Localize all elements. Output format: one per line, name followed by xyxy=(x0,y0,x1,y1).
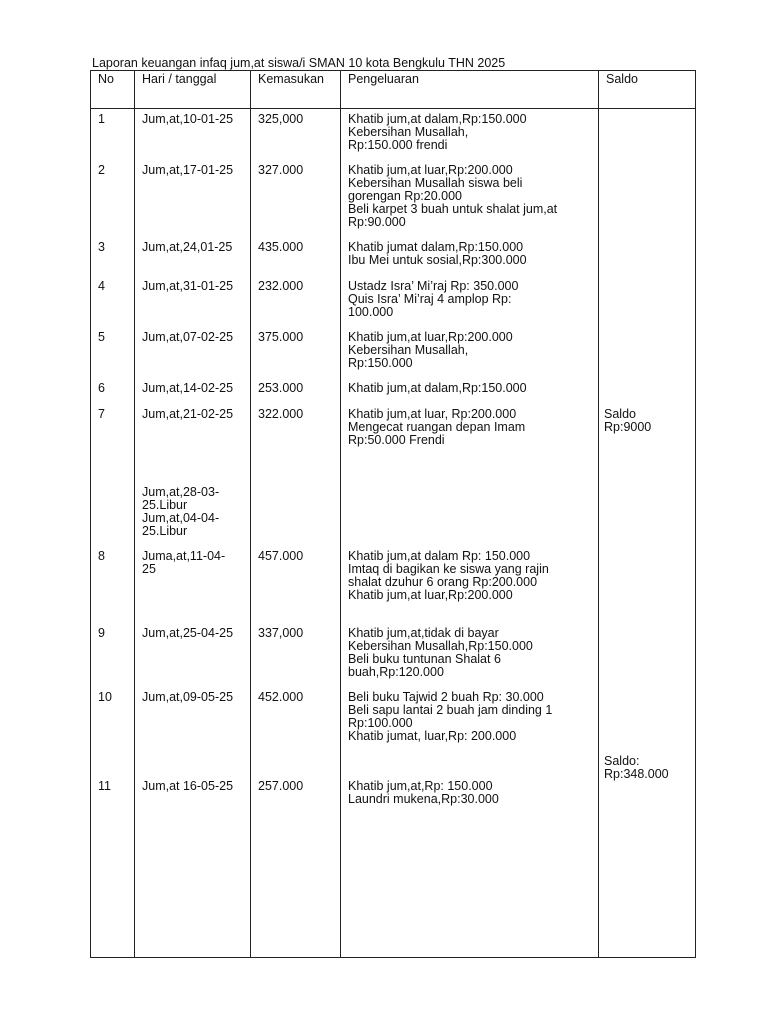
row-expense-line: Khatib jum,at dalam,Rp:150.000 xyxy=(348,112,527,126)
row-number: 5 xyxy=(98,330,105,344)
row-number: 3 xyxy=(98,240,105,254)
row-income: 257.000 xyxy=(258,779,304,793)
row-income: 375.000 xyxy=(258,330,304,344)
row-expense-line: Kebersihan Musallah siswa beli xyxy=(348,176,523,190)
row-income: 327.000 xyxy=(258,163,304,177)
row-expense-line: Khatib jum,at,tidak di bayar xyxy=(348,626,499,640)
row-expense-line: Khatib jum,at luar,Rp:200.000 xyxy=(348,163,513,177)
row-date: Jum,at,24,01-25 xyxy=(142,240,233,254)
row-expense-line: Imtaq di bagikan ke siswa yang rajin xyxy=(348,562,549,576)
row-date: Jum,at,31-01-25 xyxy=(142,279,234,293)
row-number: 9 xyxy=(98,626,105,640)
row-date: 25.Libur xyxy=(142,498,188,512)
saldo-note: Saldo xyxy=(604,407,636,421)
row-income: 325,000 xyxy=(258,112,304,126)
row-expense-line: gorengan Rp:20.000 xyxy=(348,189,462,203)
row-date: Jum,at,21-02-25 xyxy=(142,407,234,421)
row-expense-line: Quis Isra’ Mi’raj 4 amplop Rp: xyxy=(348,292,512,306)
row-number: 1 xyxy=(98,112,105,126)
row-expense-line: Beli karpet 3 buah untuk shalat jum,at xyxy=(348,202,558,216)
row-expense-line: Khatib jum,at,Rp: 150.000 xyxy=(348,779,493,793)
row-income: 232.000 xyxy=(258,279,304,293)
row-expense-line: Beli buku tuntunan Shalat 6 xyxy=(348,652,501,666)
row-date: Jum,at,17-01-25 xyxy=(142,163,234,177)
row-expense-line: Khatib jum,at luar,Rp:200.000 xyxy=(348,588,513,602)
header-expense: Pengeluaran xyxy=(341,71,599,109)
row-number: 8 xyxy=(98,549,105,563)
row-number: 4 xyxy=(98,279,105,293)
table-header-row xyxy=(91,71,696,109)
header-income: Kemasukan xyxy=(251,71,341,109)
row-expense-line: Khatib jum,at dalam Rp: 150.000 xyxy=(348,549,531,563)
row-expense-line: Mengecat ruangan depan Imam xyxy=(348,420,526,434)
row-expense-line: Rp:90.000 xyxy=(348,215,406,229)
header-no: No xyxy=(91,71,135,109)
row-income: 452.000 xyxy=(258,690,304,704)
row-number: 7 xyxy=(98,407,105,421)
row-date: Juma,at,11-04- xyxy=(142,549,226,563)
row-expense-line: Rp:50.000 Frendi xyxy=(348,433,445,447)
row-expense-line: Ustadz Isra’ Mi’raj Rp: 350.000 xyxy=(348,279,519,293)
row-expense-line: 100.000 xyxy=(348,305,394,319)
row-income: 457.000 xyxy=(258,549,304,563)
row-date: Jum,at,09-05-25 xyxy=(142,690,234,704)
row-expense-line: buah,Rp:120.000 xyxy=(348,665,444,679)
row-expense-line: shalat dzuhur 6 orang Rp:200.000 xyxy=(348,575,538,589)
income-column xyxy=(251,109,341,958)
row-expense-line: Khatib jumat, luar,Rp: 200.000 xyxy=(348,729,517,743)
date-column xyxy=(135,109,251,958)
expense-column xyxy=(341,109,599,958)
row-expense-line: Khatib jum,at luar,Rp:200.000 xyxy=(348,330,513,344)
row-income: 322.000 xyxy=(258,407,304,421)
row-income: 435.000 xyxy=(258,240,304,254)
row-date: Jum,at 16-05-25 xyxy=(142,779,234,793)
row-date: Jum,at,10-01-25 xyxy=(142,112,234,126)
row-expense-line: Kebersihan Musallah, xyxy=(348,343,469,357)
row-expense-line: Khatib jumat dalam,Rp:150.000 xyxy=(348,240,524,254)
row-expense-line: Rp:150.000 xyxy=(348,356,413,370)
row-date: 25.Libur xyxy=(142,524,188,538)
row-expense-line: Rp:150.000 frendi xyxy=(348,138,448,152)
saldo-note: Saldo: xyxy=(604,754,640,768)
row-expense-line: Beli buku Tajwid 2 buah Rp: 30.000 xyxy=(348,690,544,704)
report-title: Laporan keuangan infaq jum,at siswa/i SMAN 10 kota Bengkulu THN 2025 xyxy=(92,56,506,70)
financial-report-table xyxy=(90,70,696,958)
row-income: 253.000 xyxy=(258,381,304,395)
header-saldo: Saldo xyxy=(599,71,696,109)
row-date: 25 xyxy=(142,562,156,576)
row-expense-line: Khatib jum,at luar, Rp:200.000 xyxy=(348,407,517,421)
row-expense-line: Kebersihan Musallah,Rp:150.000 xyxy=(348,639,533,653)
row-date: Jum,at,28-03- xyxy=(142,485,220,499)
row-date: Jum,at,25-04-25 xyxy=(142,626,234,640)
row-number: 6 xyxy=(98,381,105,395)
row-expense-line: Rp:100.000 xyxy=(348,716,413,730)
table-body-row xyxy=(91,109,696,958)
header-date: Hari / tanggal xyxy=(135,71,251,109)
row-date: Jum,at,14-02-25 xyxy=(142,381,234,395)
row-expense-line: Ibu Mei untuk sosial,Rp:300.000 xyxy=(348,253,527,267)
saldo-note: Rp:9000 xyxy=(604,420,652,434)
row-date: Jum,at,07-02-25 xyxy=(142,330,234,344)
row-expense-line: Laundri mukena,Rp:30.000 xyxy=(348,792,499,806)
row-income: 337,000 xyxy=(258,626,304,640)
row-number: 10 xyxy=(98,690,112,704)
row-date: Jum,at,04-04- xyxy=(142,511,220,525)
row-expense-line: Khatib jum,at dalam,Rp:150.000 xyxy=(348,381,527,395)
saldo-column xyxy=(599,109,696,958)
row-expense-line: Kebersihan Musallah, xyxy=(348,125,469,139)
no-column xyxy=(91,109,135,958)
row-number: 2 xyxy=(98,163,105,177)
row-expense-line: Beli sapu lantai 2 buah jam dinding 1 xyxy=(348,703,553,717)
row-number: 11 xyxy=(98,779,111,793)
saldo-note: Rp:348.000 xyxy=(604,767,669,781)
